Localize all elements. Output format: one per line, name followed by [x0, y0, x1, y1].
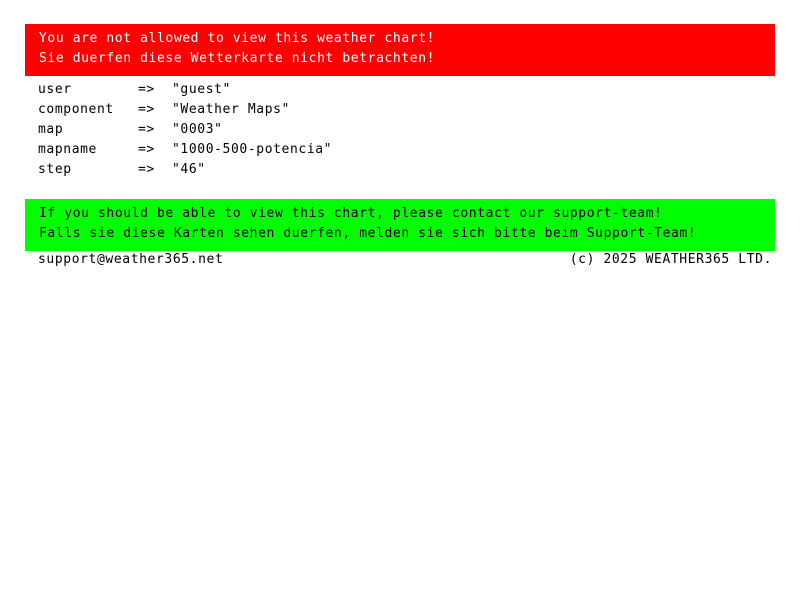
error-banner-line-en: You are not allowed to view this weather chart! — [39, 31, 436, 46]
details-table — [38, 80, 332, 180]
detail-value-map: "0003" — [172, 122, 223, 137]
info-banner — [25, 199, 775, 251]
info-banner-line-de: Falls sie diese Karten sehen duerfen, melden sie sich bitte beim Support-Team! — [39, 226, 697, 241]
detail-value-mapname: "1000-500-potencia" — [172, 142, 333, 157]
error-banner — [25, 24, 775, 76]
detail-arrow: => — [138, 102, 155, 117]
table-row — [38, 80, 332, 100]
table-row — [38, 120, 332, 140]
detail-key-step: step — [38, 162, 72, 177]
table-row — [38, 100, 332, 120]
copyright-text: (c) 2025 WEATHER365 LTD. — [569, 252, 772, 267]
detail-key-component: component — [38, 102, 114, 117]
detail-key-user: user — [38, 82, 72, 97]
detail-value-user: "guest" — [172, 82, 231, 97]
detail-key-mapname: mapname — [38, 142, 97, 157]
table-row — [38, 140, 332, 160]
info-banner-line-en: If you should be able to view this chart, please contact our support-team! — [39, 206, 663, 221]
detail-value-component: "Weather Maps" — [172, 102, 290, 117]
table-row — [38, 160, 332, 180]
footer — [38, 250, 772, 270]
detail-key-map: map — [38, 122, 64, 137]
support-email-link[interactable]: support@weather365.net — [38, 252, 224, 267]
error-banner-line-de: Sie duerfen diese Wetterkarte nicht betrachten! — [39, 51, 436, 66]
detail-arrow: => — [138, 122, 155, 137]
detail-arrow: => — [138, 142, 155, 157]
detail-arrow: => — [138, 82, 155, 97]
detail-value-step: "46" — [172, 162, 206, 177]
detail-arrow: => — [138, 162, 155, 177]
